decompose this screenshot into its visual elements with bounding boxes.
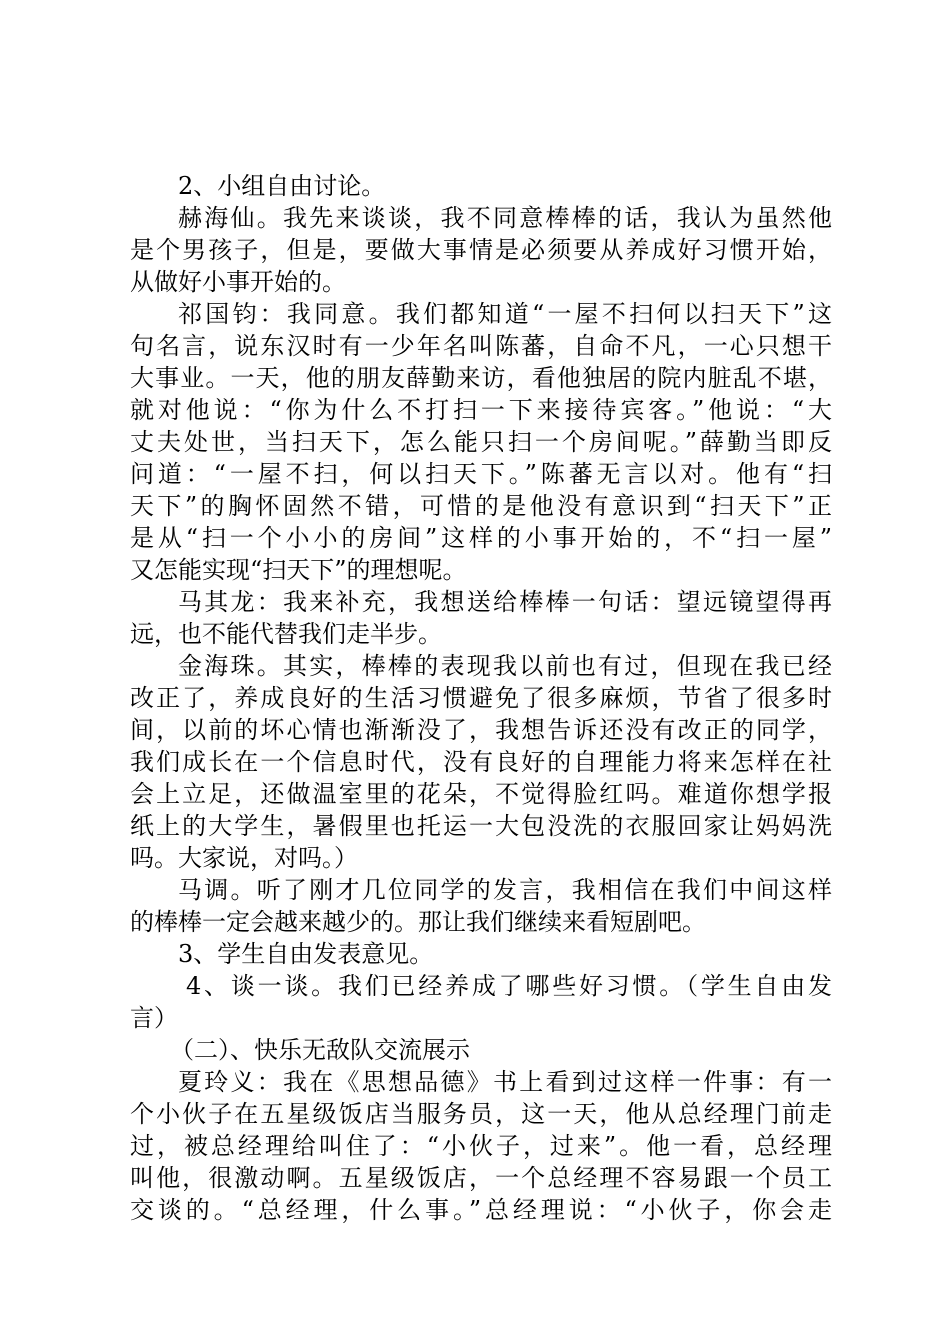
- paragraph-line: 言）: [130, 1004, 178, 1032]
- paragraph-line: 远，也不能代替我们走半步。: [130, 620, 442, 648]
- paragraph-line: 是从“扫一个小小的房间”这样的小事开始的，不“扫一屋”: [130, 524, 832, 552]
- paragraph-line: 大事业。一天，他的朋友薛勤来访，看他独居的院内脏乱不堪，: [130, 364, 832, 392]
- paragraph-line: 马调。听了刚才几位同学的发言，我相信在我们中间这样: [178, 876, 832, 904]
- paragraph-line: 赫海仙。我先来谈谈，我不同意棒棒的话，我认为虽然他: [178, 204, 832, 232]
- paragraph-line: 会上立足，还做温室里的花朵，不觉得脸红吗。难道你想学报: [130, 780, 832, 808]
- paragraph-line: 又怎能实现“扫天下”的理想呢。: [130, 556, 467, 584]
- section-heading: （二）、快乐无敌队交流展示: [170, 1036, 470, 1064]
- paragraph-line: 吗。大家说，对吗。）: [130, 844, 358, 872]
- paragraph-line: 祁国钧：我同意。我们都知道“一屋不扫何以扫天下”这: [178, 300, 832, 328]
- section-heading: 2、小组自由讨论。: [178, 172, 386, 200]
- paragraph-line: 就对他说：“你为什么不打扫一下来接待宾客。”他说：“大: [130, 396, 832, 424]
- paragraph-line: 天下”的胸怀固然不错，可惜的是他没有意识到“扫天下”正: [130, 492, 832, 520]
- paragraph-line: 过，被总经理给叫住了：“小伙子，过来”。他一看，总经理: [130, 1132, 832, 1160]
- paragraph-line: 改正了，养成良好的生活习惯避免了很多麻烦，节省了很多时: [130, 684, 832, 712]
- paragraph-line: 金海珠。其实，棒棒的表现我以前也有过，但现在我已经: [178, 652, 832, 680]
- paragraph-line: 叫他，很激动啊。五星级饭店，一个总经理不容易跟一个员工: [130, 1164, 832, 1192]
- paragraph-line: 的棒棒一定会越来越少的。那让我们继续来看短剧吧。: [130, 908, 706, 936]
- paragraph-line: 问道：“一屋不扫，何以扫天下。”陈蕃无言以对。他有“扫: [130, 460, 832, 488]
- document-page: [130, 170, 832, 1226]
- paragraph-line: 纸上的大学生，暑假里也托运一大包没洗的衣服回家让妈妈洗: [130, 812, 832, 840]
- paragraph-line: 个小伙子在五星级饭店当服务员，这一天，他从总经理门前走: [130, 1100, 832, 1128]
- paragraph-line: 从做好小事开始的。: [130, 268, 346, 296]
- paragraph-line: 是个男孩子，但是，要做大事情是必须要从养成好习惯开始，: [130, 236, 832, 264]
- paragraph-line: 丈夫处世，当扫天下，怎么能只扫一个房间呢。”薛勤当即反: [130, 428, 832, 456]
- paragraph-line: 句名言，说东汉时有一少年名叫陈蕃，自命不凡，一心只想干: [130, 332, 832, 360]
- paragraph-line: 间，以前的坏心情也渐渐没了，我想告诉还没有改正的同学，: [130, 716, 832, 744]
- section-heading: 3、学生自由发表意见。: [178, 940, 434, 968]
- section-heading: 4、谈一谈。我们已经养成了哪些好习惯。（学生自由发: [186, 972, 832, 1000]
- paragraph-line: 夏玲义：我在《思想品德》书上看到过这样一件事：有一: [178, 1068, 832, 1096]
- paragraph-line: 马其龙：我来补充，我想送给棒棒一句话：望远镜望得再: [178, 588, 832, 616]
- paragraph-line: 交谈的。“总经理，什么事。”总经理说：“小伙子，你会走: [130, 1196, 832, 1224]
- paragraph-line: 我们成长在一个信息时代，没有良好的自理能力将来怎样在社: [130, 748, 832, 776]
